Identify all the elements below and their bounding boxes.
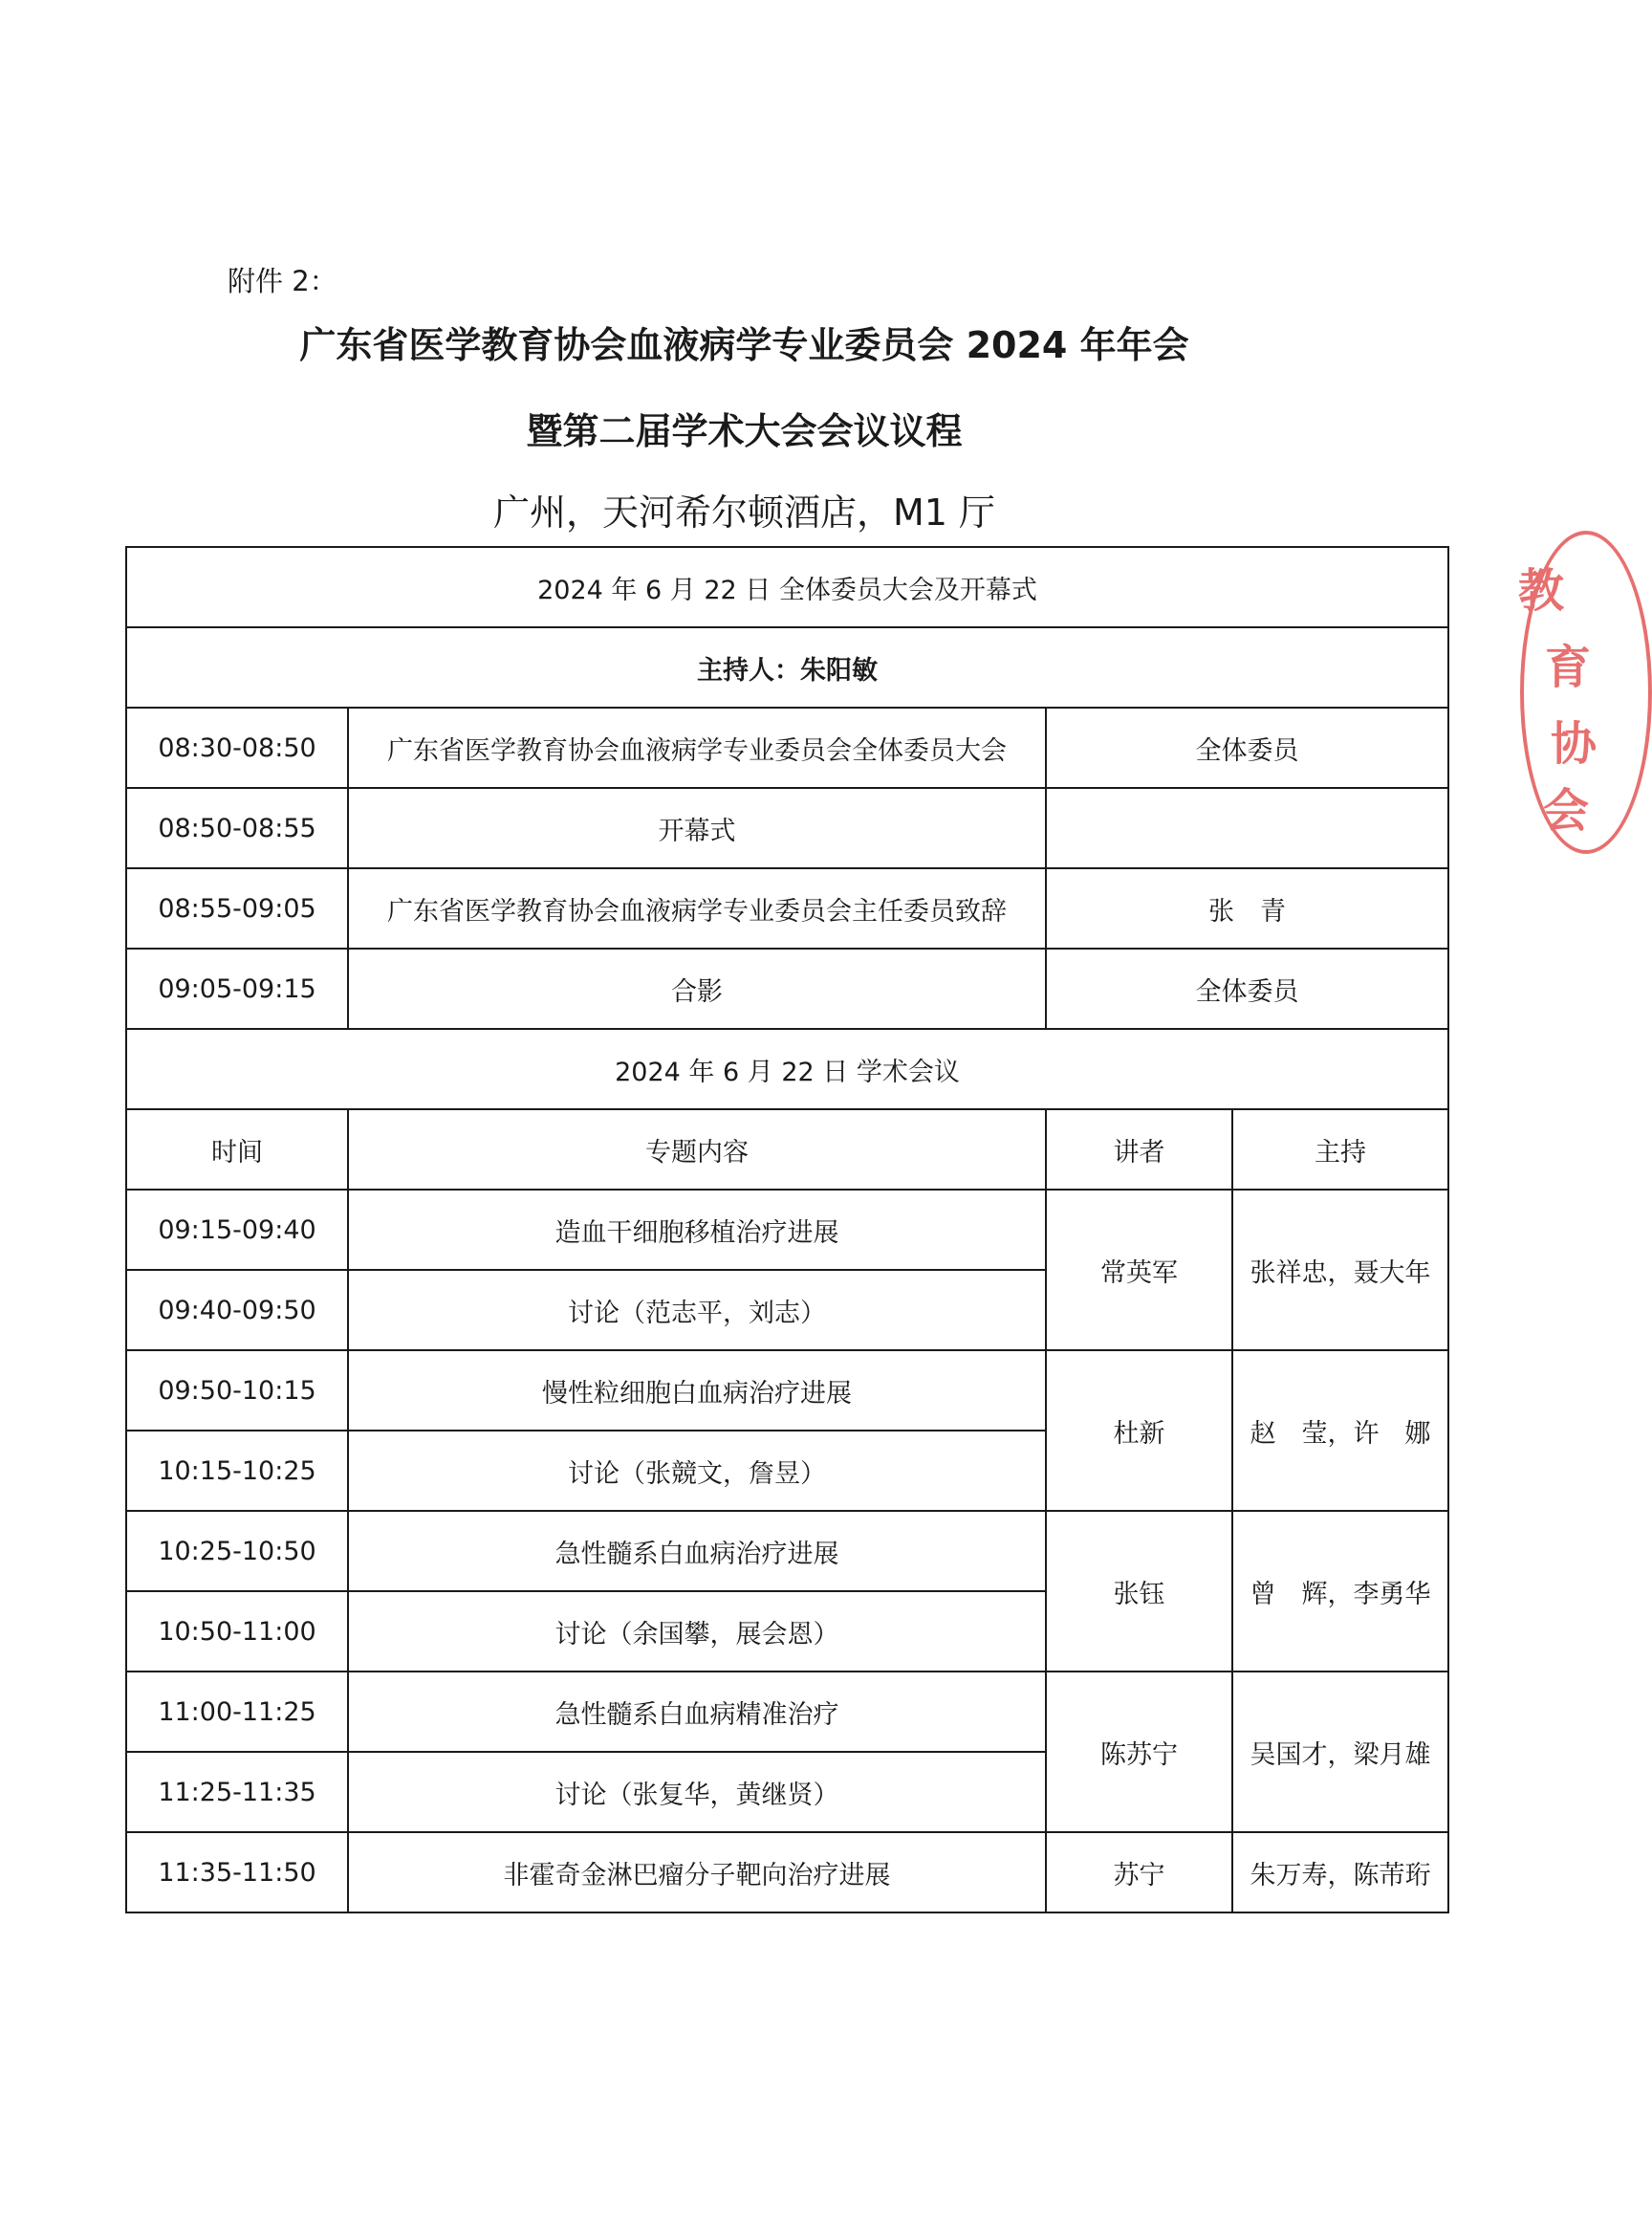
session1-host-row	[126, 627, 1448, 708]
host-cell: 曾 辉，李勇华	[1232, 1511, 1448, 1672]
participant-cell: 全体委员	[1046, 949, 1448, 1029]
time-cell: 10:15-10:25	[126, 1431, 348, 1511]
document-subtitle: 暨第二届学术大会会议议程	[526, 410, 963, 452]
content-cell: 广东省医学教育协会血液病学专业委员会全体委员大会	[348, 708, 1046, 788]
time-cell: 09:05-09:15	[126, 949, 348, 1029]
time-cell: 11:25-11:35	[126, 1752, 348, 1832]
column-header-speaker: 讲者	[1046, 1109, 1232, 1190]
seal-stamp: 教 育 协 会	[1520, 531, 1652, 854]
agenda-table	[125, 546, 1449, 1913]
speaker-cell: 张钰	[1046, 1511, 1232, 1672]
column-header-topic: 专题内容	[348, 1109, 1046, 1190]
session2-heading-row	[126, 1029, 1448, 1109]
host-cell: 张祥忠，聂大年	[1232, 1190, 1448, 1350]
topic-cell: 讨论（张复华，黄继贤）	[348, 1752, 1046, 1832]
participant-cell	[1046, 788, 1448, 868]
table-row	[126, 1350, 1448, 1431]
venue-line: 广州，天河希尔顿酒店，M1 厅	[492, 492, 996, 534]
speaker-cell: 苏宁	[1046, 1832, 1232, 1912]
session1-row	[126, 708, 1448, 788]
session2-heading: 2024 年 6 月 22 日 学术会议	[126, 1029, 1448, 1109]
speaker-cell: 陈苏宁	[1046, 1672, 1232, 1832]
time-cell: 08:55-09:05	[126, 868, 348, 949]
time-cell: 10:25-10:50	[126, 1511, 348, 1591]
topic-cell: 急性髓系白血病精准治疗	[348, 1672, 1046, 1752]
topic-cell: 慢性粒细胞白血病治疗进展	[348, 1350, 1046, 1431]
session1-row	[126, 788, 1448, 868]
topic-cell: 讨论（张競文，詹昱）	[348, 1431, 1046, 1511]
time-cell: 09:40-09:50	[126, 1270, 348, 1350]
time-cell: 09:50-10:15	[126, 1350, 348, 1431]
table-row	[126, 1190, 1448, 1270]
table-row	[126, 1832, 1448, 1912]
session1-heading: 2024 年 6 月 22 日 全体委员大会及开幕式	[126, 547, 1448, 627]
table-row	[126, 1511, 1448, 1591]
content-cell: 广东省医学教育协会血液病学专业委员会主任委员致辞	[348, 868, 1046, 949]
time-cell: 09:15-09:40	[126, 1190, 348, 1270]
participant-cell: 全体委员	[1046, 708, 1448, 788]
topic-cell: 急性髓系白血病治疗进展	[348, 1511, 1046, 1591]
content-cell: 合影	[348, 949, 1046, 1029]
time-cell: 11:00-11:25	[126, 1672, 348, 1752]
time-cell: 11:35-11:50	[126, 1832, 348, 1912]
speaker-cell: 杜新	[1046, 1350, 1232, 1511]
topic-cell: 讨论（余国攀，展会恩）	[348, 1591, 1046, 1672]
session1-heading-row	[126, 547, 1448, 627]
host-cell: 朱万寿，陈芾珩	[1232, 1832, 1448, 1912]
content-cell: 开幕式	[348, 788, 1046, 868]
time-cell: 08:50-08:55	[126, 788, 348, 868]
topic-cell: 造血干细胞移植治疗进展	[348, 1190, 1046, 1270]
time-cell: 08:30-08:50	[126, 708, 348, 788]
session1-row	[126, 868, 1448, 949]
column-header-time: 时间	[126, 1109, 348, 1190]
session1-host: 主持人：朱阳敏	[126, 627, 1448, 708]
column-header-host: 主持	[1232, 1109, 1448, 1190]
topic-cell: 讨论（范志平，刘志）	[348, 1270, 1046, 1350]
host-cell: 赵 莹，许 娜	[1232, 1350, 1448, 1511]
host-cell: 吴国才，梁月雄	[1232, 1672, 1448, 1832]
document-title: 广东省医学教育协会血液病学专业委员会 2024 年年会	[299, 324, 1189, 366]
table-row	[126, 1672, 1448, 1752]
session1-row	[126, 949, 1448, 1029]
column-header-row	[126, 1109, 1448, 1190]
participant-cell: 张 青	[1046, 868, 1448, 949]
attachment-label: 附件 2：	[228, 265, 337, 297]
speaker-cell: 常英军	[1046, 1190, 1232, 1350]
topic-cell: 非霍奇金淋巴瘤分子靶向治疗进展	[348, 1832, 1046, 1912]
time-cell: 10:50-11:00	[126, 1591, 348, 1672]
